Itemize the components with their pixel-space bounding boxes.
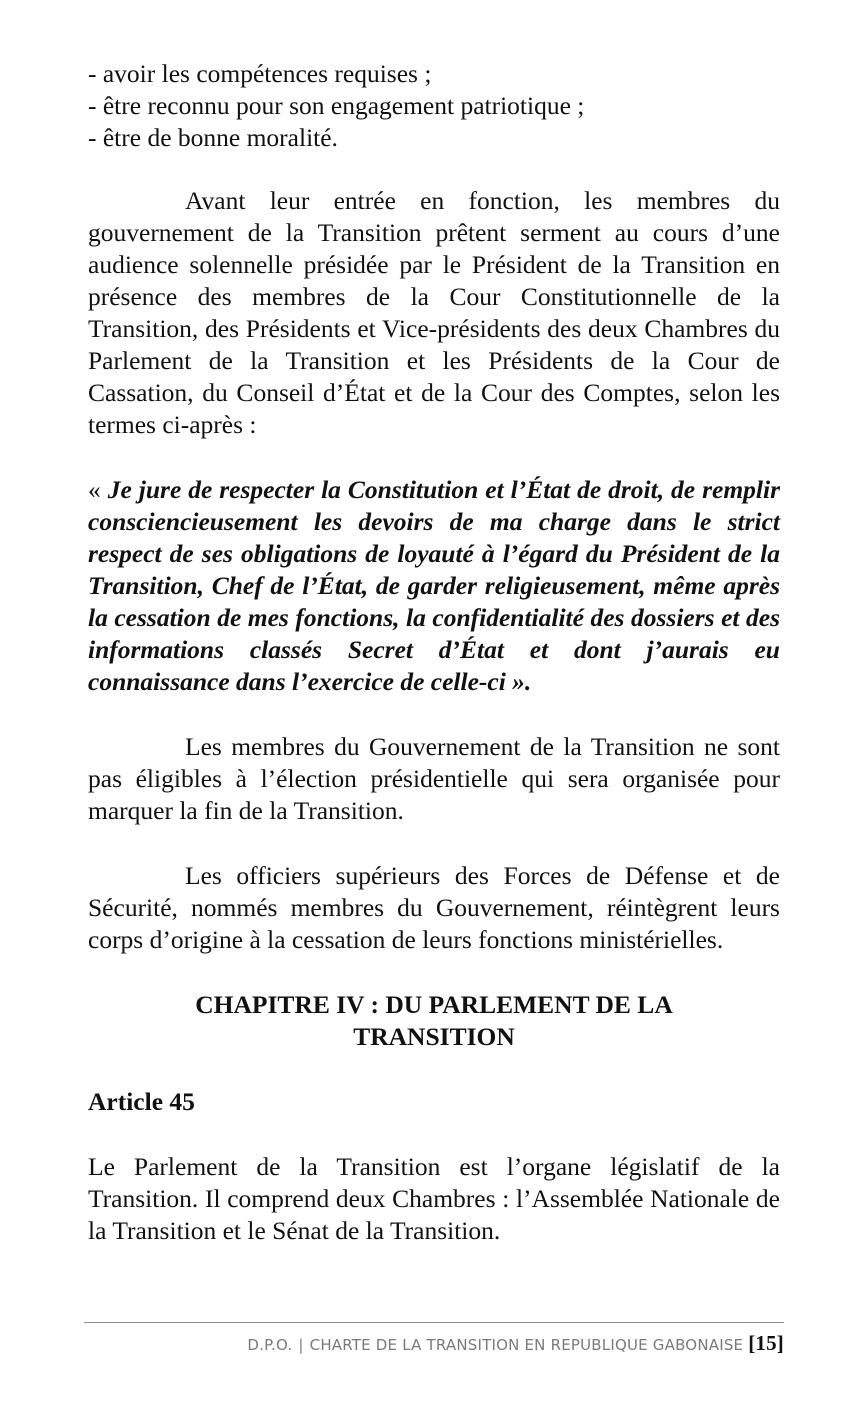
- bullet-item: - être reconnu pour son engagement patriotique ;: [88, 91, 585, 120]
- article-title: Article 45: [88, 1087, 195, 1116]
- page-footer: [84, 1331, 784, 1356]
- paragraph-serment: Avant leur entrée en fonction, les membres du gouvernement de la Transition prêtent serment au cours d’une audience solennelle présidée par le Président de la Transition en présence des membres de la Cour Constitutionnelle de la Transition, des Présidents et Vice-présidents des deux Chambres du Parlement de la Transition et les Présidents de la Cour de Cassation, du Conseil d’État et de la Cour des Comptes, selon les termes ci-après :: [88, 186, 780, 439]
- chapter-heading: [88, 989, 780, 1053]
- document-page: [88, 58, 780, 1247]
- chapter-heading-line1: CHAPITRE IV : DU PARLEMENT DE LA: [195, 990, 673, 1019]
- page-number: [15]: [748, 1331, 784, 1355]
- footer-org: D.P.O.: [247, 1336, 293, 1354]
- footer-separator: |: [298, 1336, 304, 1354]
- oath-body: Je jure de respecter la Constitution et l’État de droit, de remplir consciencieusement les devoirs de ma charge dans le strict respect de ses obligations de loyauté à l’égard du Président de la Transition, Chef de l’État, de garder religieusement, même après la cessation de mes fonctions, la confidentialité des dossiers et des informations classés Secret d’État et dont j’aurais eu connaissance dans l’exercice de celle-ci ».: [88, 475, 780, 696]
- oath-open-quote: «: [88, 475, 108, 504]
- paragraph-eligibility: Les membres du Gouvernement de la Transition ne sont pas éligibles à l’élection présidentielle qui sera organisée pour marquer la fin de la Transition.: [88, 732, 780, 825]
- bullet-list: [88, 58, 780, 154]
- bullet-item: - avoir les compétences requises ;: [88, 59, 432, 88]
- chapter-heading-line2: TRANSITION: [353, 1022, 515, 1051]
- article-text: Le Parlement de la Transition est l’organe législatif de la Transition. Il comprend deux Chambres : l’Assemblée Nationale de la Transition et le Sénat de la Transition.: [88, 1152, 780, 1245]
- bullet-item: - être de bonne moralité.: [88, 123, 338, 152]
- footer-divider: [84, 1322, 784, 1323]
- paragraph-officers: Les officiers supérieurs des Forces de Défense et de Sécurité, nommés membres du Gouvernement, réintègrent leurs corps d’origine à la cessation de leurs fonctions ministérielles.: [88, 861, 780, 954]
- footer-doc-title: CHARTE DE LA TRANSITION EN REPUBLIQUE GABONAISE: [309, 1336, 744, 1354]
- oath-text: [88, 474, 780, 698]
